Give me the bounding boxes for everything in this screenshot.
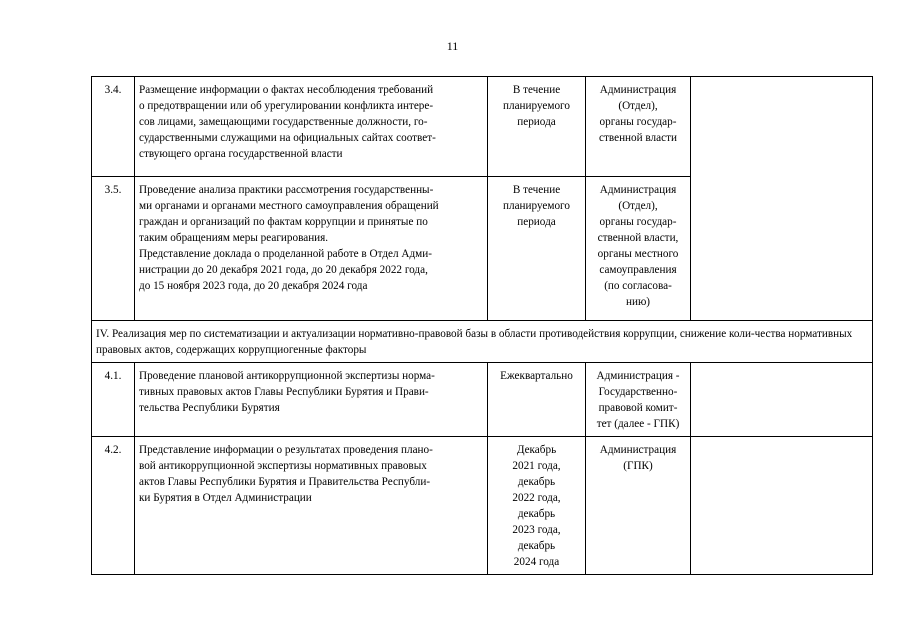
item-description: Проведение плановой антикоррупционной экспертизы норма- тивных правовых актов Главы Республики Бурятия и Прави- тельства Республики Бурятия (135, 363, 488, 437)
item-description: Размещение информации о фактах несоблюдения требований о предотвращении или об урегулировании конфликта интере- сов лицами, замещающими государственные должности, го- сударственными служащими на официальных сайтах соответ- ствующего органа государственной власти (135, 77, 488, 177)
item-number: 4.2. (92, 437, 135, 575)
item-responsible: Администрация - Государственно- правовой комит- тет (далее - ГПК) (586, 363, 691, 437)
table-row (92, 437, 873, 575)
table-row (92, 363, 873, 437)
item-notes (691, 437, 873, 575)
item-description: Представление информации о результатах проведения плано- вой антикоррупционной экспертизы нормативных правовых актов Главы Республики Бурятия и Правительства Республи- ки Бурятия в Отдел Администрации (135, 437, 488, 575)
section-heading: IV. Реализация мер по систематизации и актуализации нормативно-правовой базы в области противодействия коррупции, снижение коли-чества нормативных правовых актов, содержащих коррупциогенные факторы (92, 321, 873, 363)
item-number: 3.5. (92, 177, 135, 321)
item-term: Декабрь 2021 года, декабрь 2022 года, декабрь 2023 года, декабрь 2024 года (488, 437, 586, 575)
section-row (92, 321, 873, 363)
item-term: В течение планируемого периода (488, 177, 586, 321)
item-responsible: Администрация (Отдел), органы государ- ственной власти, органы местного самоуправления (по согласова- нию) (586, 177, 691, 321)
item-responsible: Администрация (Отдел), органы государ- ственной власти (586, 77, 691, 177)
item-responsible: Администрация (ГПК) (586, 437, 691, 575)
item-notes (691, 77, 873, 321)
table-row (92, 77, 873, 177)
item-number: 3.4. (92, 77, 135, 177)
item-description: Проведение анализа практики рассмотрения государственны- ми органами и органами местного самоуправления обращений граждан и организаций по фактам коррупции и принятые по таким обращениям меры реагирования. Представление доклада о проделанной работе в Отдел Адми- нистрации до 20 декабря 2021 года, до 20 декабря 2022 года, до 15 ноября 2023 года, до 20 декабря 2024 года (135, 177, 488, 321)
page-number: 11 (446, 39, 459, 53)
item-term: Ежеквартально (488, 363, 586, 437)
item-term: В течение планируемого периода (488, 77, 586, 177)
item-notes (691, 363, 873, 437)
item-number: 4.1. (92, 363, 135, 437)
measures-table (91, 76, 873, 575)
